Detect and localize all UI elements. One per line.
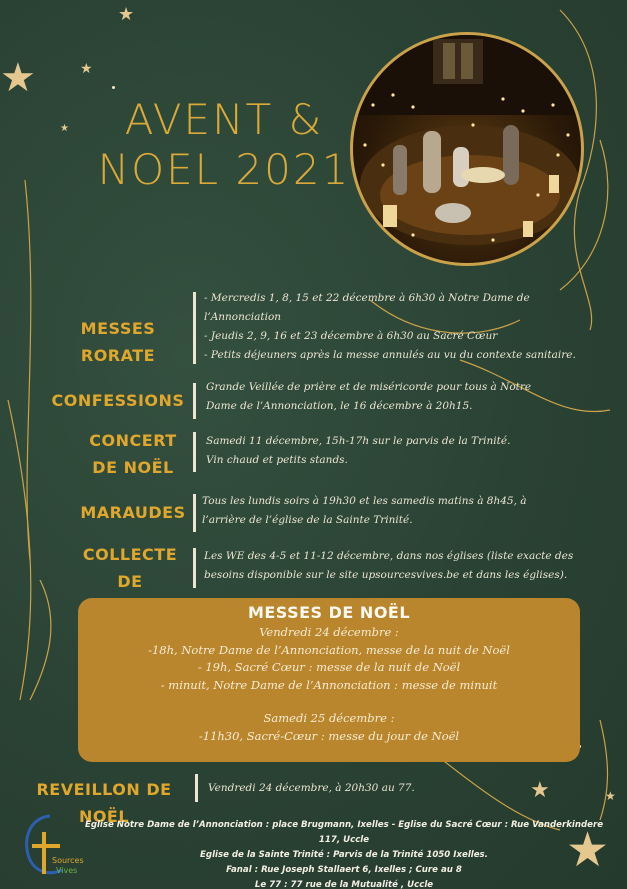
section-label-confessions: CONFESSIONS bbox=[51, 391, 185, 410]
star-icon: ★ bbox=[0, 55, 36, 101]
section-text-concert bbox=[206, 432, 606, 470]
text-line: - Petits déjeuners après la messe annulés au vu du contexte sanitaire. bbox=[204, 349, 576, 361]
title-line-1: AVENT & bbox=[124, 95, 324, 144]
text-line: Tous les lundis soirs à 19h30 et les samedis matins à 8h45, à bbox=[202, 495, 527, 507]
footer-line: Le 77 : 77 rue de la Mutualité , Uccle bbox=[254, 880, 434, 889]
section-divider bbox=[195, 774, 198, 802]
footer-line: Fanal : Rue Joseph Stallaert 6, Ixelles ; Cure au 8 bbox=[226, 865, 462, 875]
text-line: l’arrière de l’église de la Sainte Trinité. bbox=[202, 514, 413, 526]
christmas-masses-box bbox=[78, 598, 580, 762]
page-title bbox=[84, 95, 364, 195]
box-day-heading: Samedi 25 décembre : bbox=[263, 711, 395, 725]
title-line-2: NOEL 2021 bbox=[97, 145, 351, 194]
logo-word-1: Sources bbox=[52, 856, 84, 865]
text-line: Samedi 11 décembre, 15h-17h sur le parvis de la Trinité. bbox=[206, 435, 511, 447]
section-text-collecte bbox=[204, 547, 614, 585]
section-text-reveillon: Vendredi 24 décembre, à 20h30 au 77. bbox=[208, 782, 415, 794]
box-heading: MESSES DE NOËL bbox=[247, 603, 411, 622]
star-icon: ★ bbox=[80, 61, 93, 77]
star-icon: ★ bbox=[60, 123, 69, 134]
footer-addresses bbox=[84, 818, 604, 889]
star-icon: ★ bbox=[118, 4, 135, 25]
section-label-rorate: MESSES RORATE bbox=[80, 319, 156, 365]
section-text-rorate bbox=[204, 289, 614, 365]
label-line: DE NOËL bbox=[92, 458, 174, 477]
label-line: CONCERT bbox=[89, 431, 177, 450]
label-line: COLLECTE DE bbox=[82, 545, 178, 591]
box-line: -11h30, Sacré-Cœur : messe du jour de Noël bbox=[198, 728, 460, 743]
section-divider bbox=[193, 292, 196, 364]
box-line: - minuit, Notre Dame de l’Annonciation : messe de minuit bbox=[160, 677, 498, 692]
text-line: Grande Veillée de prière et de miséricorde pour tous à Notre bbox=[206, 381, 532, 393]
nativity-photo bbox=[350, 32, 584, 266]
text-line: Dame de l’Annonciation, le 16 décembre à 20h15. bbox=[206, 400, 473, 412]
box-line: -18h, Notre Dame de l’Annonciation, messe de la nuit de Noël bbox=[148, 642, 510, 657]
text-line: - Jeudis 2, 9, 16 et 23 décembre à 6h30 au Sacré Cœur bbox=[204, 330, 498, 342]
section-label-reveillon: REVEILLON DE NOËL bbox=[36, 780, 172, 826]
section-text-confessions bbox=[206, 378, 606, 416]
text-line: l’Annonciation bbox=[204, 311, 282, 323]
section-divider bbox=[193, 548, 196, 588]
section-label-maraudes: MARAUDES bbox=[80, 503, 186, 522]
section-divider bbox=[193, 432, 196, 472]
star-icon: ★ bbox=[566, 822, 610, 878]
star-icon: ★ bbox=[605, 789, 616, 803]
section-text-maraudes bbox=[202, 492, 612, 530]
sources-vives-logo bbox=[20, 812, 84, 878]
box-day-heading: Vendredi 24 décembre : bbox=[259, 625, 399, 639]
logo-word-2: Vives bbox=[56, 866, 78, 875]
section-divider bbox=[193, 494, 196, 532]
text-line: Les WE des 4-5 et 11-12 décembre, dans nos églises (liste exacte des bbox=[204, 550, 574, 562]
section-divider bbox=[193, 383, 196, 419]
section-label-concert bbox=[78, 427, 188, 481]
text-line: besoins disponible sur le site upsourcesvives.be et dans les églises). bbox=[204, 569, 568, 581]
box-line: - 19h, Sacré Cœur : messe de la nuit de Noël bbox=[197, 660, 461, 674]
footer-line: Eglise Notre Dame de l’Annonciation : place Brugmann, Ixelles - Eglise du Sacré Cœur : Rue Vanderkindere 117, Uccle bbox=[84, 820, 604, 845]
footer-line: Eglise de la Sainte Trinité : Parvis de la Trinité 1050 Ixelles. bbox=[200, 850, 488, 860]
sparkle-dot bbox=[112, 86, 115, 89]
text-line: - Mercredis 1, 8, 15 et 22 décembre à 6h30 à Notre Dame de bbox=[204, 292, 530, 304]
text-line: Vin chaud et petits stands. bbox=[206, 454, 348, 466]
star-icon: ★ bbox=[530, 778, 550, 803]
